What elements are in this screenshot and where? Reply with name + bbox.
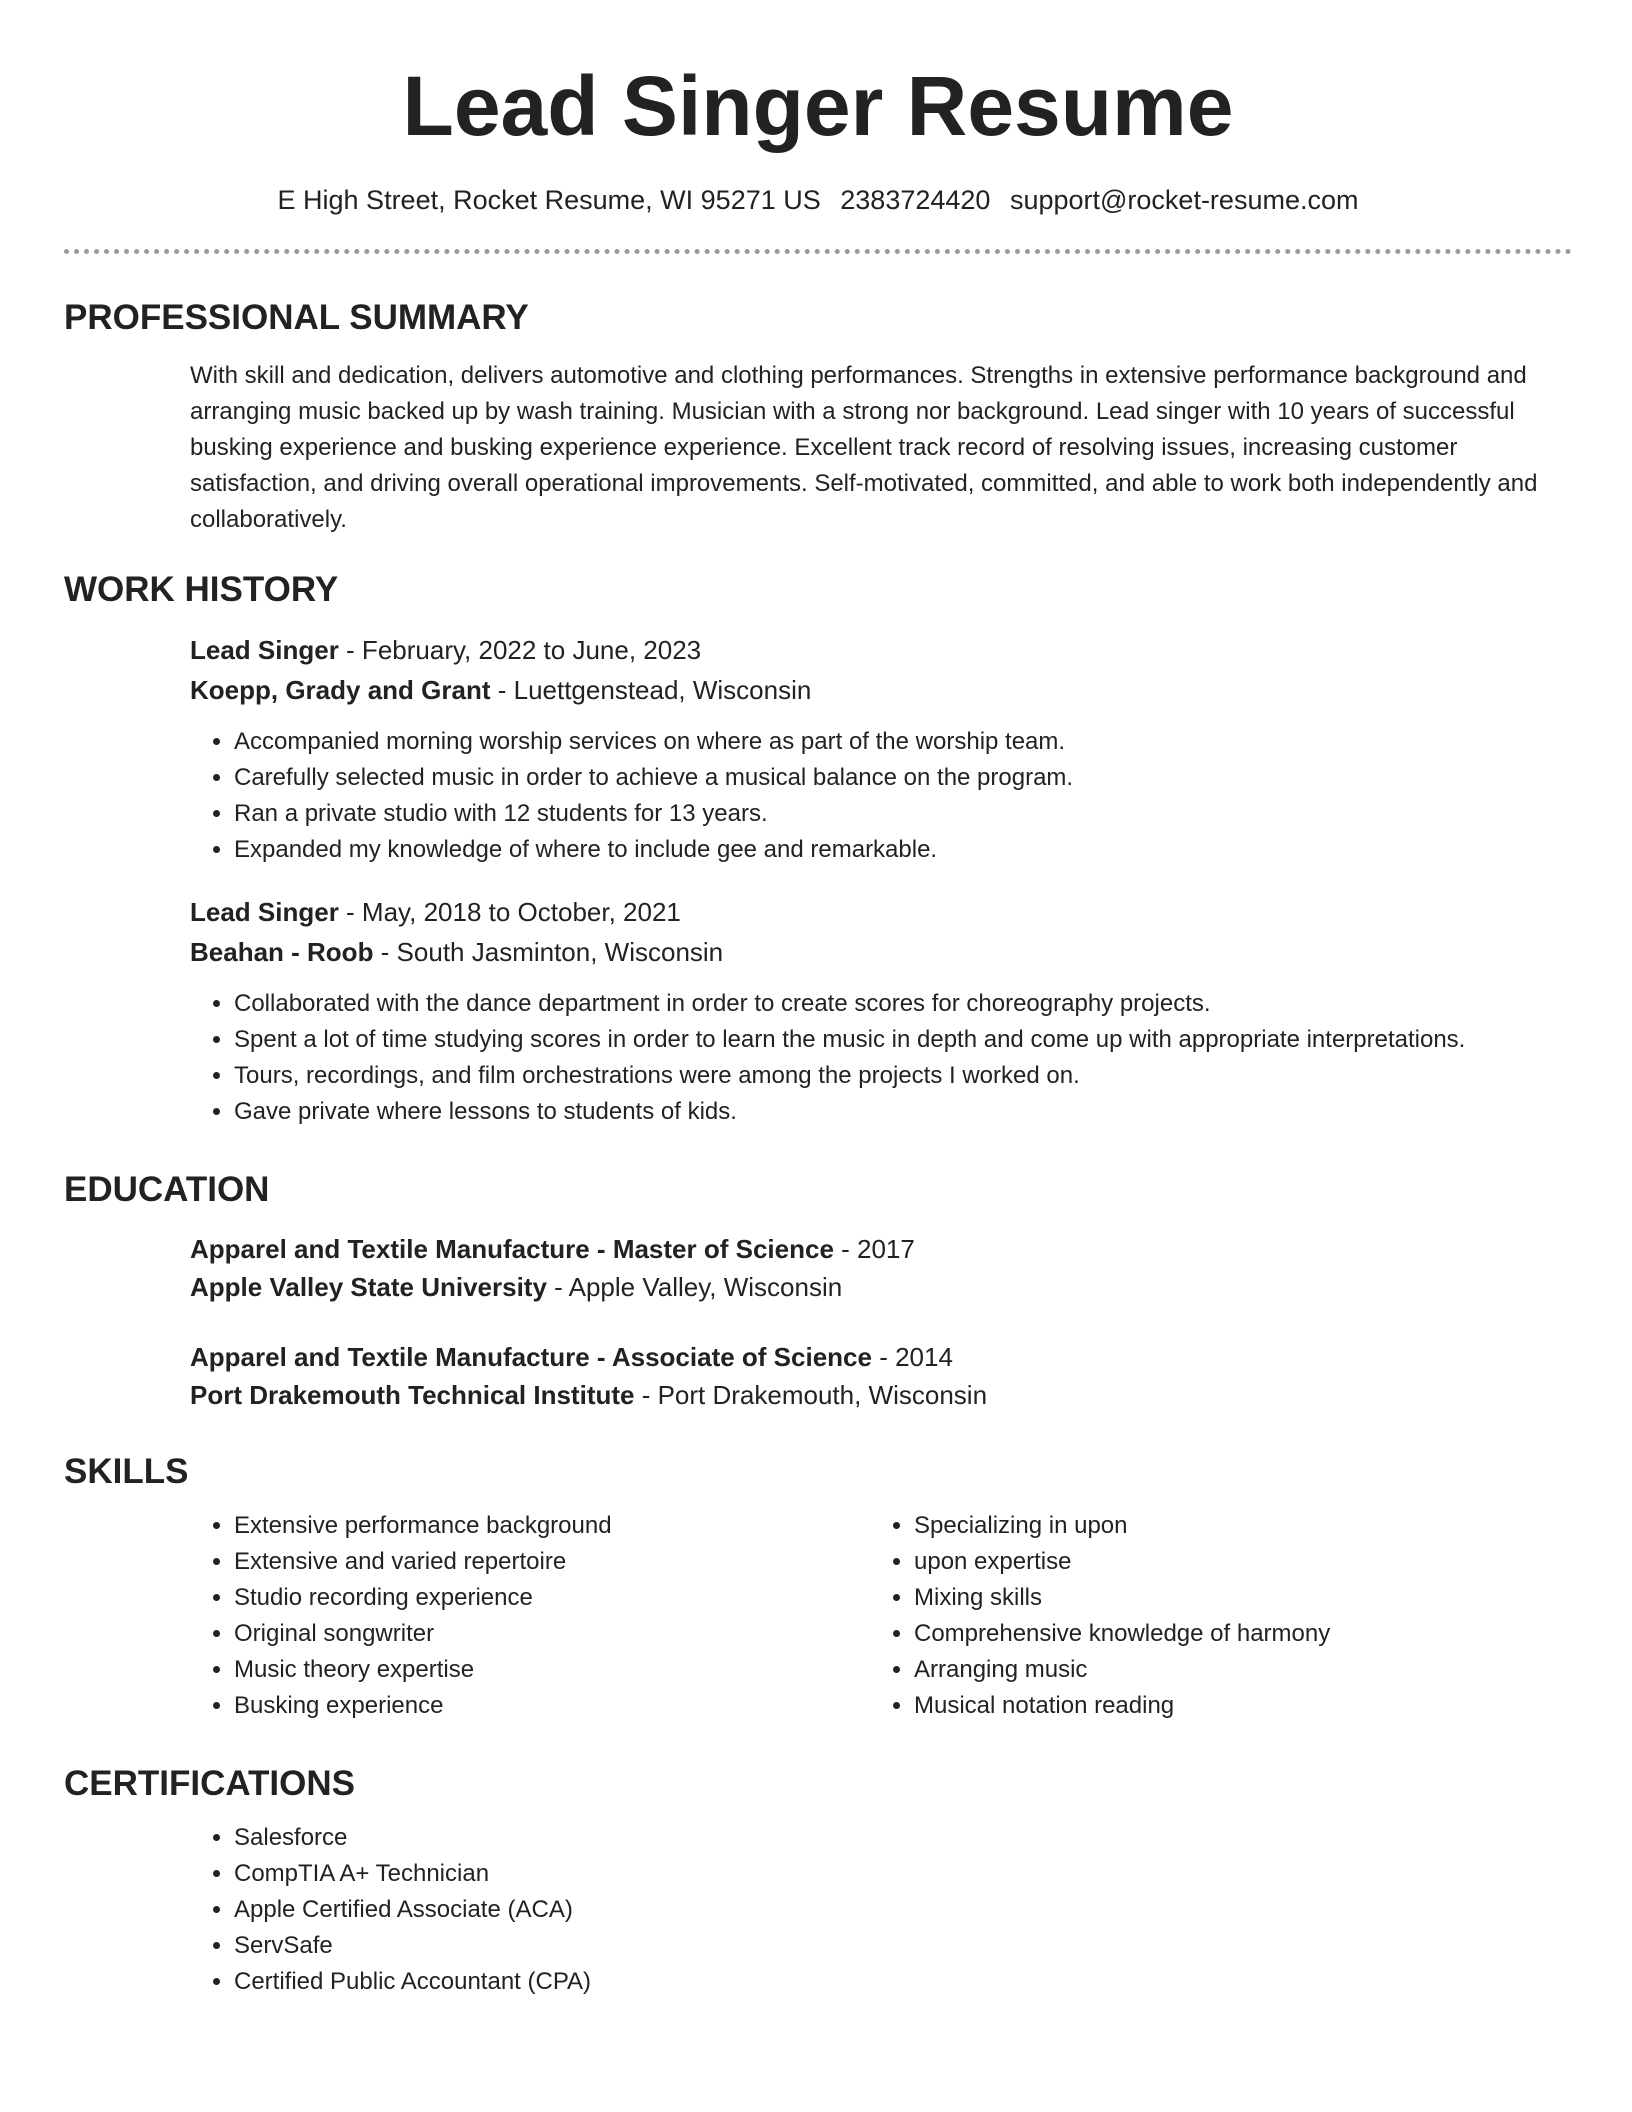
list-item: • Original songwriter (234, 1616, 870, 1652)
list-item: • Carefully selected music in order to achieve a musical balance on the program. (234, 760, 1572, 796)
job-location: - Luettgenstead, Wisconsin (490, 675, 812, 705)
contact-line (64, 180, 1572, 220)
list-item: • Apple Certified Associate (ACA) (234, 1892, 1572, 1928)
job-company: Beahan - Roob (190, 937, 374, 967)
skills-heading: SKILLS (64, 1452, 189, 1491)
list-item: • Studio recording experience (234, 1580, 870, 1616)
education-degree: Apparel and Textile Manufacture - Master of Science (190, 1234, 834, 1264)
list-item: • Extensive performance background (234, 1508, 870, 1544)
list-item: • Ran a private studio with 12 students for 13 years. (234, 796, 1572, 832)
skills-list-left (190, 1508, 870, 1724)
list-item: • Music theory expertise (234, 1652, 870, 1688)
list-item: • Expanded my knowledge of where to include gee and remarkable. (234, 832, 1572, 868)
job-location: - South Jasminton, Wisconsin (373, 937, 724, 967)
education-school: Port Drakemouth Technical Institute (190, 1380, 635, 1410)
resume-title: Lead Singer Resume (402, 59, 1234, 153)
education-location: - Port Drakemouth, Wisconsin (634, 1380, 988, 1410)
skills-columns (190, 1508, 1572, 1724)
job-title-line (190, 892, 1572, 932)
certifications-list (190, 1820, 1572, 2000)
job-bullets (190, 986, 1572, 1130)
certifications-heading: CERTIFICATIONS (64, 1764, 356, 1803)
education-year: - 2014 (871, 1342, 953, 1372)
header-divider (64, 249, 1572, 254)
work-history-section (64, 568, 1572, 1130)
list-item: • Gave private where lessons to students of kids. (234, 1094, 1572, 1130)
list-item: • Specializing in upon (914, 1508, 1550, 1544)
education-degree-line (190, 1230, 1572, 1268)
job-company-line (190, 932, 1572, 972)
list-item: • Certified Public Accountant (CPA) (234, 1964, 1572, 2000)
list-item: • CompTIA A+ Technician (234, 1856, 1572, 1892)
job-title: Lead Singer (190, 897, 339, 927)
contact-phone: 2383724420 (840, 185, 991, 215)
summary-heading: PROFESSIONAL SUMMARY (64, 298, 529, 337)
education-school-line (190, 1376, 1572, 1414)
list-item: • upon expertise (914, 1544, 1550, 1580)
list-item: • Spent a lot of time studying scores in order to learn the music in depth and come up with appropriate interpretations. (234, 1022, 1572, 1058)
education-entry (190, 1230, 1572, 1306)
education-heading: EDUCATION (64, 1170, 270, 1209)
list-item: • Mixing skills (914, 1580, 1550, 1616)
contact-email[interactable]: support@rocket-resume.com (1009, 185, 1359, 215)
list-item: • Collaborated with the dance department in order to create scores for choreography projects. (234, 986, 1572, 1022)
education-degree-line (190, 1338, 1572, 1376)
list-item: • Accompanied morning worship services on where as part of the worship team. (234, 724, 1572, 760)
education-year: - 2017 (833, 1234, 915, 1264)
education-degree: Apparel and Textile Manufacture - Associate of Science (190, 1342, 872, 1372)
list-item: • Busking experience (234, 1688, 870, 1724)
job-title-line (190, 630, 1572, 670)
certifications-body (190, 1820, 1572, 2000)
job-dates: - February, 2022 to June, 2023 (338, 635, 702, 665)
list-item: • ServSafe (234, 1928, 1572, 1964)
list-item: • Musical notation reading (914, 1688, 1550, 1724)
job-entry (190, 892, 1572, 1130)
job-dates: - May, 2018 to October, 2021 (338, 897, 681, 927)
education-location: - Apple Valley, Wisconsin (546, 1272, 843, 1302)
list-item: • Arranging music (914, 1652, 1550, 1688)
summary-section (64, 296, 1572, 538)
education-school-line (190, 1268, 1572, 1306)
education-section (64, 1168, 1572, 1414)
education-school: Apple Valley State University (190, 1272, 547, 1302)
list-item: • Comprehensive knowledge of harmony (914, 1616, 1550, 1652)
contact-address: E High Street, Rocket Resume, WI 95271 US (277, 185, 821, 215)
summary-text: With skill and dedication, delivers automotive and clothing performances. Strengths in extensive performance background and arranging music backed up by wash training. Musician with a strong nor background. Lead singer with 10 years of successful busking experience and busking experience experience. Excellent track record of resolving issues, increasing customer satisfaction, and driving overall operational improvements. Self-motivated, committed, and able to work both independently and collaboratively. (190, 362, 1538, 533)
job-company: Koepp, Grady and Grant (190, 675, 491, 705)
job-title: Lead Singer (190, 635, 339, 665)
job-company-line (190, 670, 1572, 710)
certifications-section (64, 1762, 1572, 2000)
list-item: • Tours, recordings, and film orchestrations were among the projects I worked on. (234, 1058, 1572, 1094)
education-entry (190, 1338, 1572, 1414)
skills-list-right (870, 1508, 1550, 1724)
list-item: • Salesforce (234, 1820, 1572, 1856)
skills-section (64, 1450, 1572, 1724)
list-item: • Extensive and varied repertoire (234, 1544, 870, 1580)
job-bullets (190, 724, 1572, 868)
job-entry (190, 630, 1572, 868)
work-history-heading: WORK HISTORY (64, 570, 339, 609)
